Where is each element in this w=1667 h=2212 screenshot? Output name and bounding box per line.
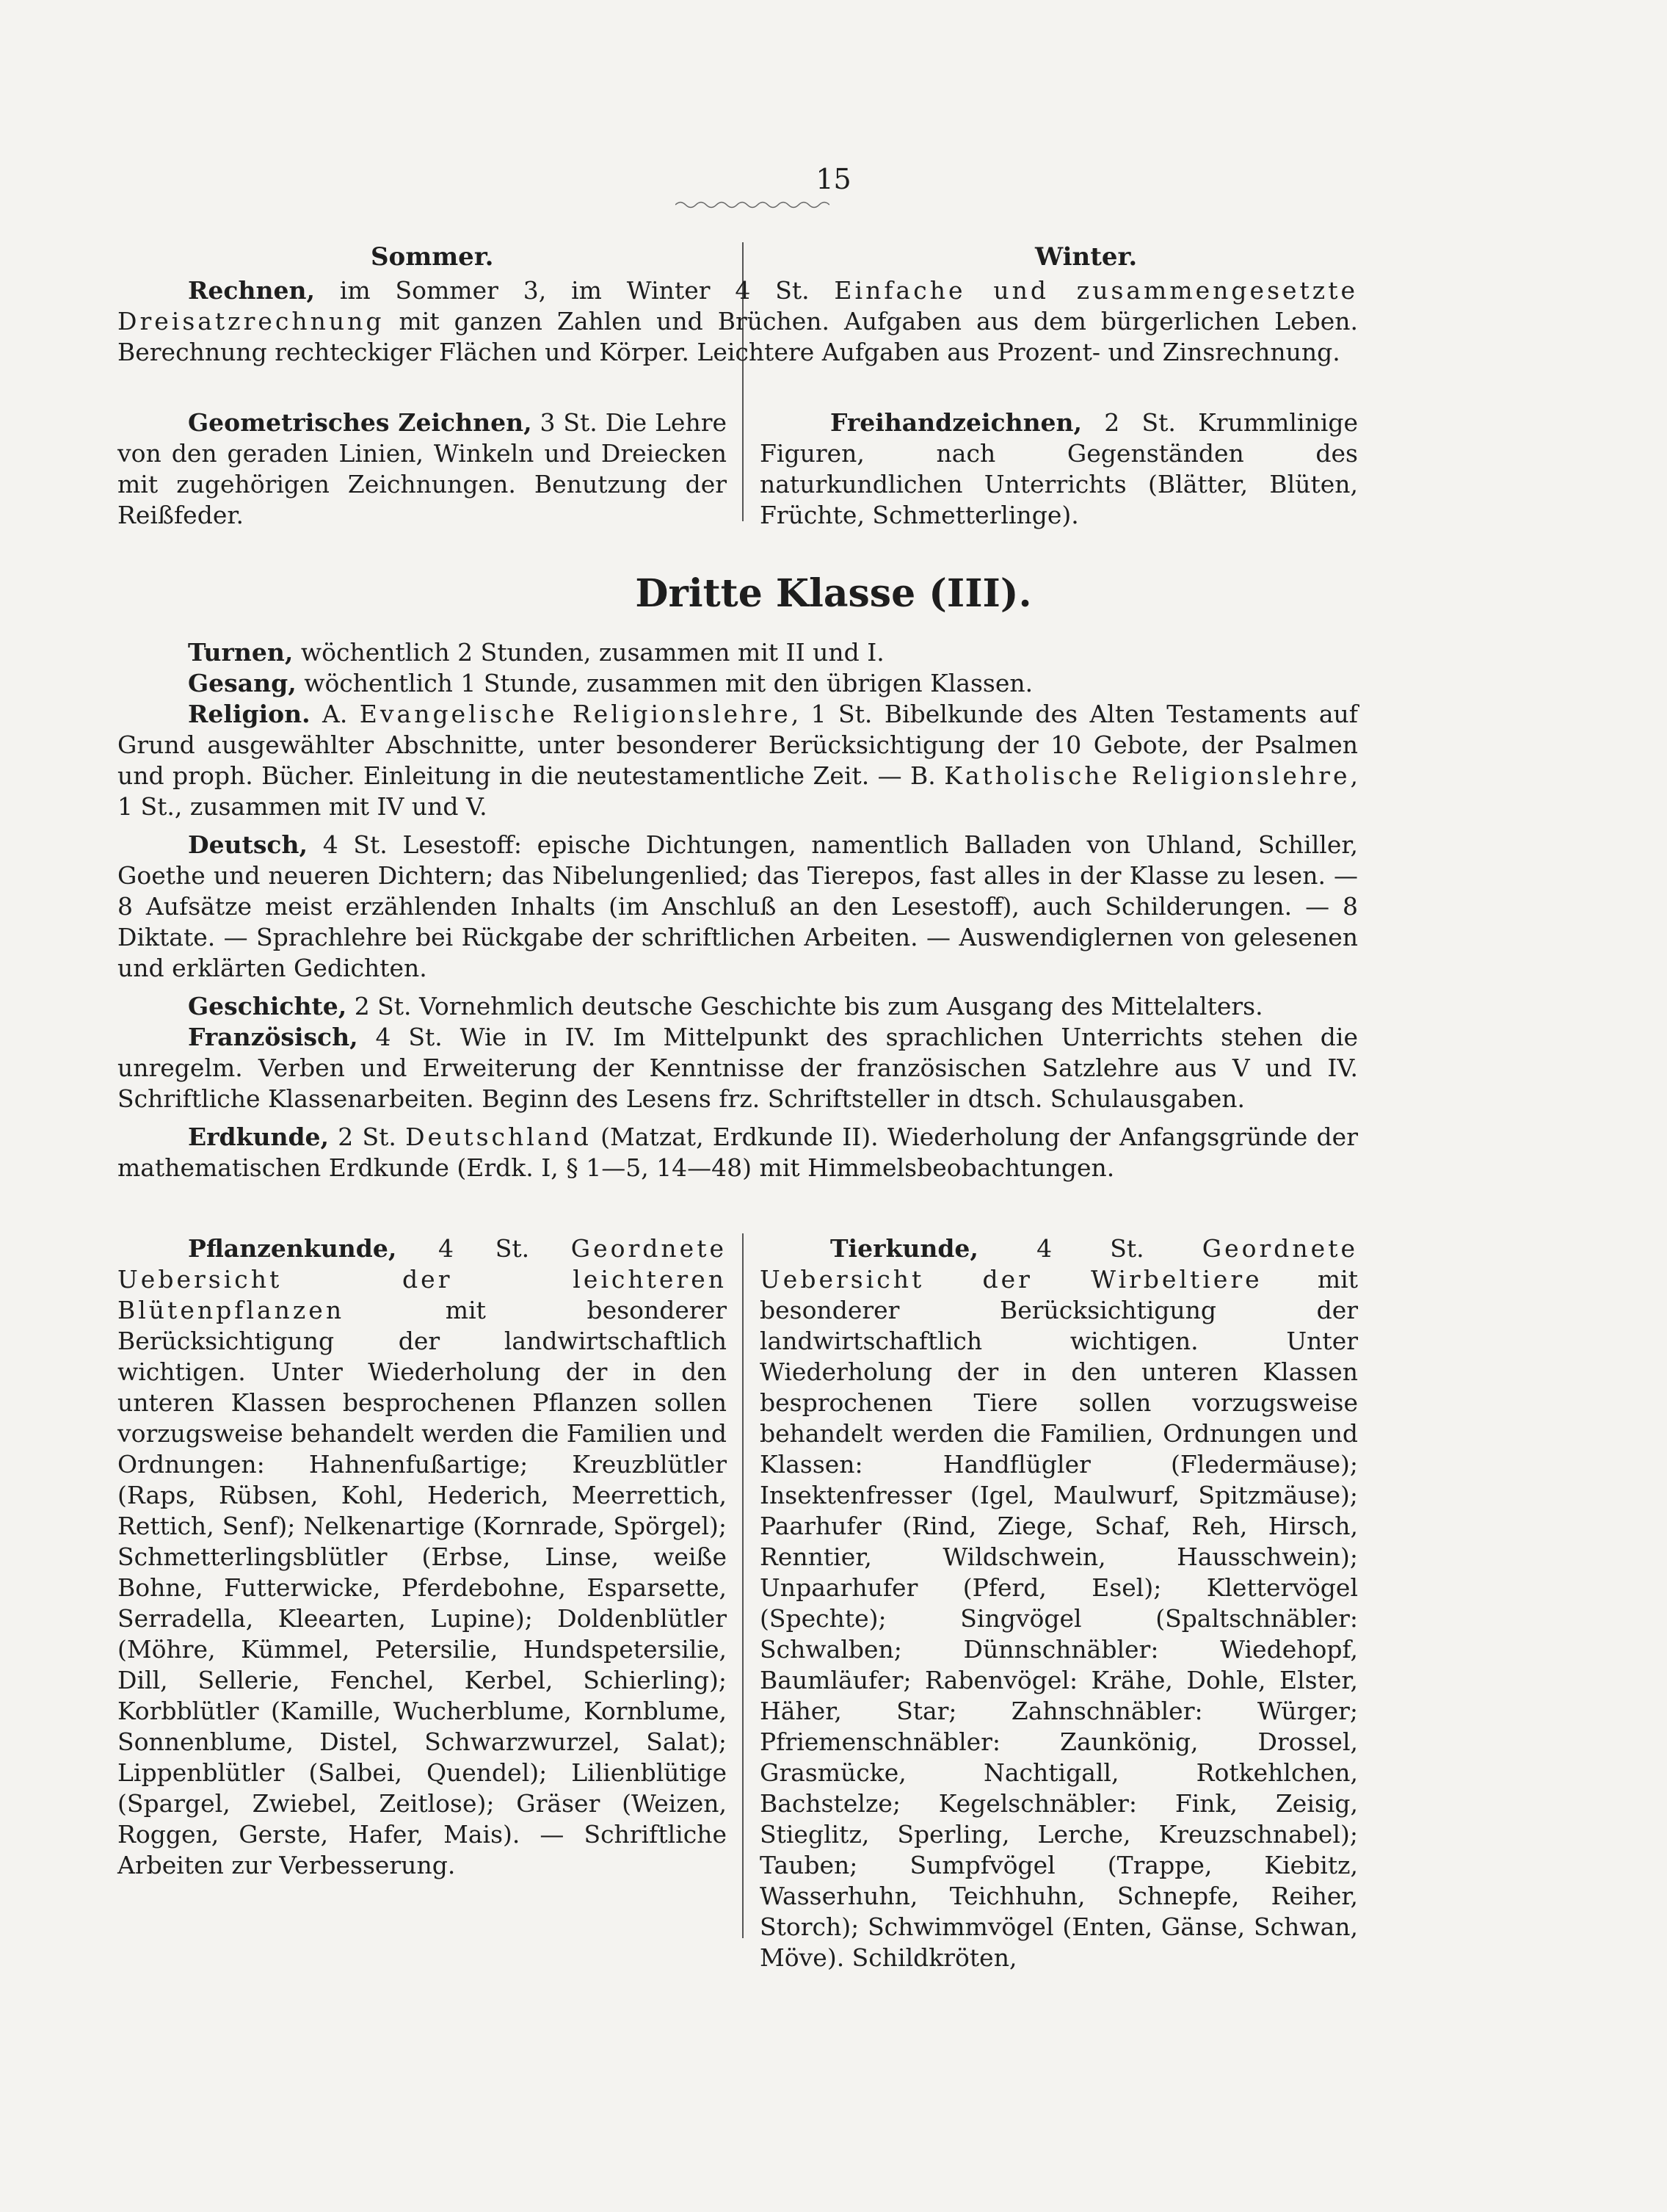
- page-number: 15: [816, 163, 851, 195]
- franzoesisch-paragraph: Französisch, 4 St. Wie in IV. Im Mittelpunkt des sprachlichen Unterrichts stehen die unregelm. Verben und Erweiterung der Kenntnisse der französischen Satzlehre aus V und IV. Schriftliche Klassenarbeiten. Beginn des Lesens frz. Schriftsteller in dtsch. Schulausgaben.: [117, 1023, 1358, 1113]
- geometrie-head: Geometrisches Zeichnen,: [188, 408, 532, 437]
- tierkunde-paragraph: Tierkunde, 4 St. Geordnete Uebersicht der Wirbeltiere mit besonderer Berücksichtigung der landwirtschaftlich wichtigen. Unter Wiederholung der in den unteren Klassen besprochenen Tiere sollen vorzugsweise behandelt werden die Familien, Ordnungen und Klassen: Handflügler (Fledermäuse); Insektenfresser (Igel, Maulwurf, Spitzmäuse); Paarhufer (Rind, Ziege, Schaf, Reh, Hirsch, Renntier, Wildschwein, Hausschwein); Unpaarhufer (Pferd, Esel); Klettervögel (Spechte); Singvögel (Spaltschnäbler: Schwalben; Dünnschnäbler: Wiedehopf, Baumläufer; Rabenvögel: Krähe, Dohle, Elster, Häher, Star; Zahnschnäbler: Würger; Pfriemenschnäbler: Zaunkönig, Drossel, Grasmücke, Nachtigall, Rotkehlchen, Bachstelze; Kegelschnäbler: Fink, Zeisig, Stieglitz, Sperling, Lerche, Kreuzschnabel); Tauben; Sumpfvögel (Trappe, Kiebitz, Wasserhuhn, Teichhuhn, Schnepfe, Reiher, Storch); Schwimmvögel (Enten, Gänse, Schwan, Möve). Schildkröten,: [760, 1234, 1358, 1972]
- religion-paragraph: Religion. A. Evangelische Religionslehre, 1 St. Bibelkunde des Alten Testaments auf Grund ausgewählter Abschnitte, unter besonderer Berücksichtigung der 10 Gebote, der Psalmen und proph. Bücher. Einleitung in die neutestamentliche Zeit. — B. Katholische Religionslehre, 1 St., zusammen mit IV und V.: [117, 700, 1358, 821]
- rechnen-head: Rechnen,: [188, 276, 315, 305]
- pflanzenkunde-paragraph: Pflanzenkunde, 4 St. Geordnete Uebersicht der leichteren Blütenpflanzen mit besonderer Berücksichtigung der landwirtschaftlich wichtigen. Unter Wiederholung der in den unteren Klassen besprochenen Pflanzen sollen vorzugsweise behandelt werden die Familien und Ordnungen: Hahnenfußartige; Kreuzblütler (Raps, Rübsen, Kohl, Hederich, Meerrettich, Rettich, Senf); Nelkenartige (Kornrade, Spörgel); Schmetterlingsblütler (Erbse, Linse, weiße Bohne, Futterwicke, Pferdebohne, Esparsette, Serradella, Kleearten, Lupine); Doldenblütler (Möhre, Kümmel, Petersilie, Hundspetersilie, Dill, Sellerie, Fenchel, Kerbel, Schierling); Korbblütler (Kamille, Wucherblume, Kornblume, Sonnenblume, Distel, Schwarzwurzel, Salat); Lippenblütler (Salbei, Quendel); Lilienblütige (Spargel, Zwiebel, Zeitlose); Gräser (Weizen, Roggen, Gerste, Hafer, Mais). — Schriftliche Arbeiten zur Verbesserung.: [117, 1234, 727, 1879]
- ornament-divider: [675, 200, 829, 210]
- subjects-block: [117, 637, 1358, 1183]
- winter-header: Winter.: [1035, 242, 1138, 272]
- section-title: Dritte Klasse (III).: [635, 571, 1032, 616]
- freihand-head: Freihandzeichnen,: [830, 408, 1083, 437]
- geschichte-paragraph: Geschichte, 2 St. Vornehmlich deutsche Geschichte bis zum Ausgang des Mittelalters.: [188, 992, 1263, 1020]
- turnen-paragraph: Turnen, wöchentlich 2 Stunden, zusammen mit II und I.: [188, 638, 885, 667]
- column-divider-bottom: [742, 1233, 744, 1938]
- freihand-paragraph: Freihandzeichnen, 2 St. Krummlinige Figuren, nach Gegenständen des naturkundlichen Unterrichts (Blätter, Blüten, Früchte, Schmetterlinge).: [760, 408, 1358, 529]
- summer-header: Sommer.: [371, 242, 494, 272]
- gesang-paragraph: Gesang, wöchentlich 1 Stunde, zusammen mit den übrigen Klassen.: [188, 669, 1034, 697]
- erdkunde-paragraph: Erdkunde, 2 St. Deutschland (Matzat, Erdkunde II). Wiederholung der Anfangsgründe der mathematischen Erdkunde (Erdk. I, § 1—5, 14—48) mit Himmelsbeobachtungen.: [117, 1123, 1358, 1182]
- deutsch-paragraph: Deutsch, 4 St. Lesestoff: epische Dichtungen, namentlich Balladen von Uhland, Schiller, Goethe und neueren Dichtern; das Nibelungenlied; das Tierepos, fast alles in der Klasse zu lesen. — 8 Aufsätze meist erzählenden Inhalts (im Anschluß an den Lesestoff), auch Schilderungen. — 8 Diktate. — Sprachlehre bei Rückgabe der schriftlichen Arbeiten. — Auswendiglernen von gelesenen und erklärten Gedichten.: [117, 830, 1358, 982]
- geometrie-paragraph: Geometrisches Zeichnen, 3 St. Die Lehre von den geraden Linien, Winkeln und Dreiecken mit zugehörigen Zeichnungen. Benutzung der Reißfeder.: [117, 408, 727, 529]
- rechnen-paragraph: Rechnen, im Sommer 3, im Winter 4 St. Einfache und zusammengesetzte Dreisatzrechnung mit ganzen Zahlen und Brüchen. Aufgaben aus dem bürgerlichen Leben. Berechnung rechteckiger Flächen und Körper. Leichtere Aufgaben aus Prozent- und Zinsrechnung.: [117, 276, 1358, 366]
